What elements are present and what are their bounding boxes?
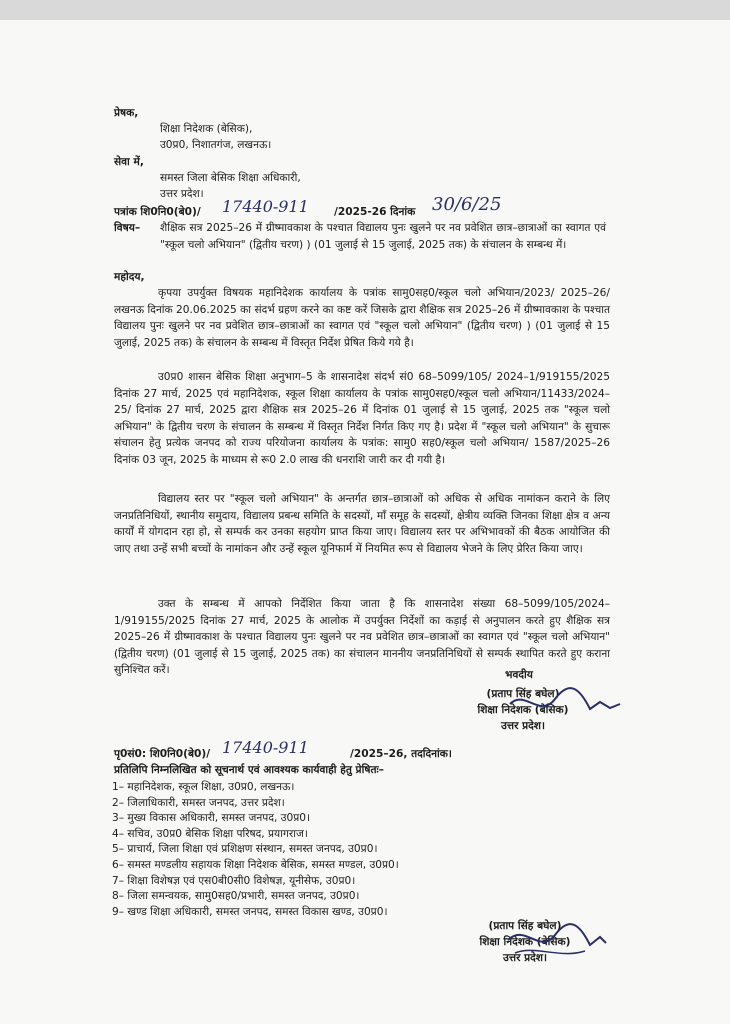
body-paragraph-4: उक्त के सम्बन्ध में आपको निर्देशित किया जाता है कि शासनादेश संख्या 68–5099/105/2024–1/919155/2025 दिनांक 27 मार्च, 2025 के आलोक में उपर्युक्त निर्देशों का कड़ाई से अनुपालन करते हुए शैक्षिक सत्र 2025–26 में ग्रीष्मावकाश के पश्चात विद्यालय पुनः खुलने पर नव प्रवेशित छात्र–छात्राओं का स्वागत एवं "स्कूल चलो अभियान" (द्वितीय चरण) (01 जुलाई से 15 जुलाई, 2025 तक) का संचालन माननीय जनप्रतिनिधियों से सम्पर्क स्थापित करते हुए कराना सुनिश्चित करें। <box>114 598 610 676</box>
list-item: 6– समस्त मण्डलीय सहायक शिक्षा निदेशक बेसिक, समस्त मण्डल, उ0प्र0। <box>112 858 399 871</box>
reference-prefix: पत्रांक शि0नि0(बे0)/ <box>114 206 201 218</box>
body-paragraph-2: उ0प्र0 शासन बेसिक शिक्षा अनुभाग–5 के शासनादेश संदर्भ सं0 68–5099/105/ 2024–1/919155/2025 दिनांक 27 मार्च, 2025 एवं महानिदेशक, स्कूल शिक्षा कार्यालय के पत्रांक सामु0सह0/स्कूल चलो अभियान/11433/2024–25/ दिनांक 27 मार्च, 2025 द्वारा शैक्षिक सत्र 2025–26 में दिनांक 01 जुलाई से 15 जुलाई, 2025 तक "स्कूल चलो अभियान" के द्वितीय चरण के संचालन के सम्बन्ध में विस्तृत निर्देश निर्गत किए गए है। प्रदेश में "स्कूल चलो अभियान" के सुचारू संचालन हेतु प्रत्येक जनपद को राज्य परियोजना कार्यालय के पत्रांक: सामु0 सह0/स्कूल चलो अभियान/ 1587/2025–26 दिनांक 03 जून, 2025 के माध्यम से रू0 2.0 लाख की धनराशि जारी कर दी गयी है। <box>114 371 610 466</box>
subject-text: शैक्षिक सत्र 2025–26 में ग्रीष्मावकाश के पश्चात विद्यालय पुनः खुलने पर नव प्रवेशित छात्र–छात्राओं का स्वागत एवं "स्कूल चलो अभियान" (द्वितीय चरण) ) (01 जुलाई से 15 जुलाई, 2025 तक) के संचालन के सम्बन्ध में। <box>160 222 606 251</box>
body-paragraph-3: विद्यालय स्तर पर "स्कूल चलो अभियान" के अन्तर्गत छात्र–छात्राओं को अधिक से अधिक नामांकन कराने के लिए जनप्रतिनिधियों, स्थानीय समुदाय, विद्यालय प्रबन्ध समिति के सदस्यों, माँ समूह के सदस्यों, क्षेत्रीय व्यक्ति जिनका शिक्षा क्षेत्र व अन्य कार्यों में योगदान रहा हो, से सम्पर्क कर उनका सहयोग प्राप्त किया जाए। विद्यालय स्तर पर अभिभावकों की बैठक आयोजित की जाए तथा उन्हें सभी बच्चों के नामांकन और उन्हें स्कूल यूनिफार्म में नियमित रूप से विद्यालय भेजने के लिए प्रेरित किया जाए। <box>114 493 610 555</box>
copy-to-list <box>112 780 399 920</box>
reference-number-handwritten: 17440-911 <box>222 197 309 216</box>
list-item: 4– सचिव, उ0प्र0 बेसिक शिक्षा परिषद, प्रयागराज। <box>112 827 308 840</box>
sender-designation: शिक्षा निदेशक (बेसिक), <box>160 123 253 135</box>
endorsement-suffix: /2025–26, तददिनांक। <box>350 748 452 760</box>
top-bar <box>0 0 730 20</box>
endorsement-number-handwritten: 17440-911 <box>222 738 309 757</box>
subject-label: विषय– <box>114 222 141 234</box>
sender-address: उ0प्र0, निशातगंज, लखनऊ। <box>160 139 272 151</box>
list-item: 7– शिक्षा विशेषज्ञ एवं एस0बी0सी0 विशेषज्ञ, यूनीसेफ, उ0प्र0। <box>112 874 356 887</box>
list-item: 3– मुख्य विकास अधिकारी, समस्त जनपद, उ0प्र0। <box>112 812 311 825</box>
handwritten-signature-icon <box>505 684 625 724</box>
list-item: 2– जिलाधिकारी, समस्त जनपद, उत्तर प्रदेश। <box>112 796 285 809</box>
recipient-label: सेवा में, <box>114 156 144 168</box>
signatory-designation: शिक्षा निदेशक (बेसिक) <box>477 704 569 716</box>
list-item: 1– महानिदेशक, स्कूल शिक्षा, उ0प्र0, लखनऊ। <box>112 781 295 793</box>
reference-date-handwritten: 30/6/25 <box>432 194 502 215</box>
sender-label: प्रेषक, <box>114 107 139 119</box>
signatory-name: (प्रताप सिंह बघेल) <box>486 688 560 700</box>
recipient-state: उत्तर प्रदेश। <box>160 188 204 200</box>
reference-suffix: /2025-26 दिनांक <box>334 206 416 218</box>
signatory-designation: शिक्षा निदेशक (बेसिक) <box>479 936 571 948</box>
recipient-designation: समस्त जिला बेसिक शिक्षा अधिकारी, <box>160 172 301 184</box>
closing: भवदीय <box>505 669 533 681</box>
handwritten-signature-icon <box>500 915 610 965</box>
body-paragraph-1: कृपया उपर्युक्त विषयक महानिदेशक कार्यालय के पत्रांक सामु0सह0/स्कूल चलो अभियान/2023/ 2025–26/लखनऊ दिनांक 20.06.2025 का संदर्भ ग्रहण करने का कष्ट करें जिसके द्वारा शैक्षिक सत्र 2025–26 में ग्रीष्मावकाश के पश्चात विद्यालय पुनः खुलने पर नव प्रवेशित छात्र–छात्राओं का स्वागत एवं "स्कूल चलो अभियान" (द्वितीय चरण) ) (01 जुलाई से 15 जुलाई, 2025 तक) के संचालन के सम्बन्ध में विस्तृत निर्देश प्रेषित किये गये है। <box>114 287 610 349</box>
list-item: 5– प्राचार्य, जिला शिक्षा एवं प्रशिक्षण संस्थान, समस्त जनपद, उ0प्र0। <box>112 843 378 856</box>
signatory-state: उत्तर प्रदेश। <box>502 952 548 964</box>
endorsement-prefix: पृ0सं0: शि0नि0(बे0)/ <box>114 748 211 760</box>
endorsement-heading: प्रतिलिपि निम्नलिखित को सूचनार्थ एवं आवश्यक कार्यवाही हेतु प्रेषितः– <box>114 764 384 776</box>
list-item: 9– खण्ड शिक्षा अधिकारी, समस्त जनपद, समस्त विकास खण्ड, उ0प्र0। <box>112 905 388 918</box>
signatory-state: उत्तर प्रदेश। <box>500 720 546 732</box>
list-item: 8– जिला समन्वयक, सामु0सह0/प्रभारी, समस्त जनपद, उ0प्र0। <box>112 890 360 903</box>
salutation: महोदय, <box>114 271 145 283</box>
signatory-name: (प्रताप सिंह बघेल) <box>488 920 562 932</box>
